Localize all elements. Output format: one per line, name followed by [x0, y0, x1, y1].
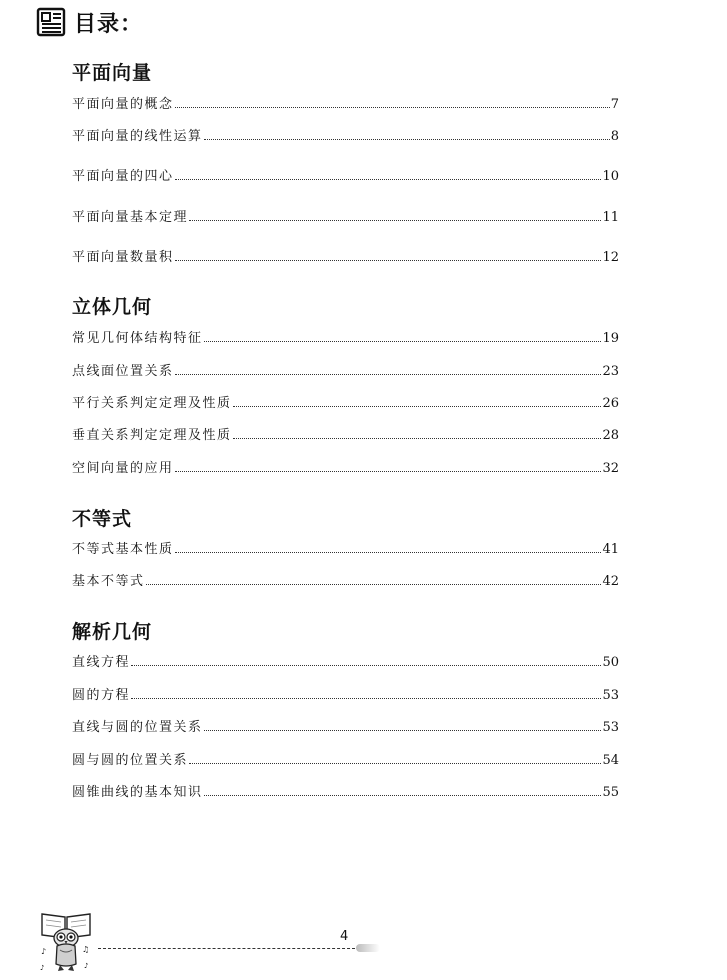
toc-entry-page: 10 — [602, 169, 619, 184]
toc-entry-label: 常见几何体结构特征 — [72, 331, 203, 346]
toc-entry-label: 直线与圆的位置关系 — [72, 720, 203, 735]
toc-entry-label: 圆与圆的位置关系 — [72, 753, 189, 768]
toc-entry-page: 7 — [610, 97, 619, 112]
dot-leader — [175, 552, 602, 553]
toc-entry-label: 平面向量的线性运算 — [72, 129, 203, 144]
toc-entry-label: 直线方程 — [72, 655, 131, 670]
toc-entry-label: 点线面位置关系 — [72, 364, 174, 379]
toc-entry[interactable] — [72, 164, 619, 184]
footer-line-end — [356, 944, 380, 952]
toc-entry[interactable] — [72, 423, 619, 443]
toc-entry-label: 平面向量的概念 — [72, 97, 174, 112]
dot-leader — [175, 471, 602, 472]
toc-entry-label: 空间向量的应用 — [72, 461, 174, 476]
toc-entry-label: 圆的方程 — [72, 688, 131, 703]
dot-leader — [175, 260, 602, 261]
dot-leader — [131, 698, 601, 699]
dot-leader — [175, 107, 610, 108]
toc-entry-label: 基本不等式 — [72, 574, 145, 589]
section-title-inequalities: 不等式 — [72, 508, 133, 530]
newspaper-icon — [36, 7, 66, 37]
dot-leader — [204, 795, 602, 796]
page-number: 4 — [340, 929, 349, 944]
toc-entry[interactable] — [72, 537, 619, 557]
toc-entry-page: 11 — [602, 210, 619, 225]
toc-entry-page: 32 — [602, 461, 619, 476]
toc-entry-page: 12 — [602, 250, 619, 265]
dot-leader — [189, 763, 601, 764]
toc-entry[interactable] — [72, 391, 619, 411]
toc-entry-label: 不等式基本性质 — [72, 542, 174, 557]
toc-entry-page: 50 — [602, 655, 619, 670]
dot-leader — [204, 730, 602, 731]
toc-entry-page: 54 — [602, 753, 619, 768]
toc-entry-page: 28 — [602, 428, 619, 443]
dot-leader — [233, 406, 602, 407]
toc-entry[interactable] — [72, 715, 619, 735]
toc-entry-page: 26 — [602, 396, 619, 411]
dot-leader — [233, 438, 602, 439]
toc-entry[interactable] — [72, 326, 619, 346]
toc-entry[interactable] — [72, 92, 619, 112]
toc-entry[interactable] — [72, 124, 619, 144]
toc-entry[interactable] — [72, 569, 619, 589]
toc-entry-label: 平面向量的四心 — [72, 169, 174, 184]
toc-entry-label: 圆锥曲线的基本知识 — [72, 785, 203, 800]
section-title-analytic-geometry: 解析几何 — [72, 621, 153, 643]
dot-leader — [146, 584, 602, 585]
toc-entry-page: 53 — [602, 720, 619, 735]
toc-entry-page: 55 — [602, 785, 619, 800]
toc-entry-page: 42 — [602, 574, 619, 589]
svg-text:♫: ♫ — [82, 945, 90, 954]
dot-leader — [204, 341, 602, 342]
footer-dashed-line — [98, 948, 360, 949]
toc-title: 目录： — [74, 11, 144, 37]
toc-entry-page: 19 — [602, 331, 619, 346]
toc-entry-label: 垂直关系判定定理及性质 — [72, 428, 232, 443]
svg-text:♪: ♪ — [41, 947, 47, 956]
toc-entry-page: 53 — [602, 688, 619, 703]
toc-entry-label: 平面向量基本定理 — [72, 210, 189, 225]
toc-entry[interactable] — [72, 205, 619, 225]
toc-entry[interactable] — [72, 650, 619, 670]
dot-leader — [131, 665, 601, 666]
dot-leader — [175, 374, 602, 375]
toc-entry-page: 23 — [602, 364, 619, 379]
toc-entry-page: 41 — [602, 542, 619, 557]
dot-leader — [204, 139, 610, 140]
section-title-plane-vectors: 平面向量 — [72, 62, 153, 84]
toc-entry[interactable] — [72, 456, 619, 476]
dot-leader — [189, 220, 601, 221]
toc-entry[interactable] — [72, 748, 619, 768]
svg-text:♪: ♪ — [40, 964, 45, 972]
section-title-solid-geometry: 立体几何 — [72, 296, 153, 318]
svg-text:♪: ♪ — [84, 962, 89, 970]
toc-entry[interactable] — [72, 359, 619, 379]
toc-header — [36, 6, 143, 38]
toc-entry-page: 8 — [610, 129, 619, 144]
toc-entry[interactable] — [72, 683, 619, 703]
dot-leader — [175, 179, 602, 180]
toc-entry-label: 平面向量数量积 — [72, 250, 174, 265]
toc-entry[interactable] — [72, 780, 619, 800]
toc-entry-label: 平行关系判定定理及性质 — [72, 396, 232, 411]
toc-entry[interactable] — [72, 245, 619, 265]
owl-reading-mascot-icon — [38, 908, 94, 974]
